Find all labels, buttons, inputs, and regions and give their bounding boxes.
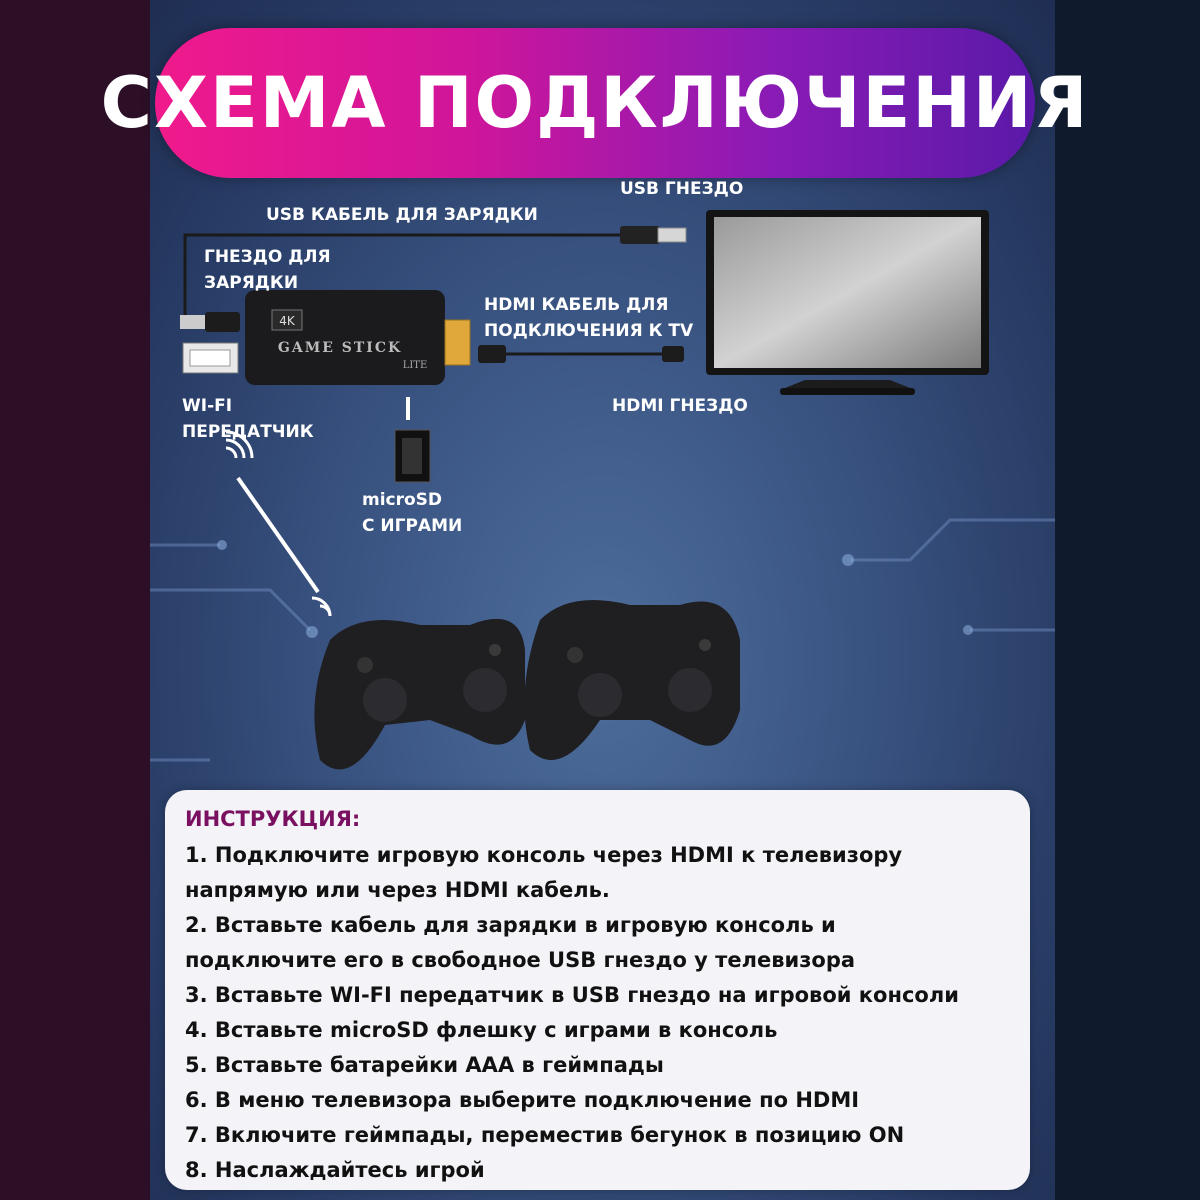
label-usb-socket: USB ГНЕЗДО xyxy=(620,179,744,199)
hdmi-cable xyxy=(478,345,684,363)
game-stick-icon xyxy=(245,290,470,385)
instructions-title: ИНСТРУКЦИЯ: xyxy=(185,807,361,831)
instruction-step: 2. Вставьте кабель для зарядки в игровую консоль и подключите его в свободное USB гнездо у телевизора xyxy=(185,913,856,972)
page-title: СХЕМА ПОДКЛЮЧЕНИЯ xyxy=(100,62,1090,144)
instruction-step: 8. Наслаждайтесь игрой xyxy=(185,1158,485,1182)
instructions-card xyxy=(165,790,1030,1190)
gamepad-right-icon xyxy=(524,600,740,760)
tv-icon xyxy=(706,210,989,395)
label-charge-socket: ГНЕЗДО ДЛЯ ЗАРЯДКИ xyxy=(204,247,331,293)
instruction-step: 7. Включите геймпады, переместив бегунок в позицию ON xyxy=(185,1123,905,1147)
microsd-card-icon xyxy=(395,430,430,482)
usb-plug-icon xyxy=(620,226,686,244)
wifi-dongle-icon xyxy=(183,343,238,373)
gamepad-left-icon xyxy=(314,619,525,770)
wifi-receive-icon xyxy=(312,598,330,616)
charge-plug-icon xyxy=(180,312,240,332)
wifi-link-line xyxy=(238,478,318,592)
instruction-step: 5. Вставьте батарейки AAA в геймпады xyxy=(185,1053,664,1077)
label-usb-cable: USB КАБЕЛЬ ДЛЯ ЗАРЯДКИ xyxy=(266,205,538,225)
instructions-list xyxy=(185,838,1010,1188)
instruction-step: 6. В меню телевизора выберите подключение по HDMI xyxy=(185,1088,860,1112)
label-microsd: microSD С ИГРАМИ xyxy=(362,490,463,536)
instruction-step: 1. Подключите игровую консоль через HDMI к телевизору напрямую или через HDMI кабель. xyxy=(185,843,903,902)
svg-text:GAME STICK: GAME STICK xyxy=(277,340,403,356)
svg-text:4K: 4K xyxy=(279,314,295,328)
instruction-step: 3. Вставьте WI-FI передатчик в USB гнездо на игровой консоли xyxy=(185,983,959,1007)
instruction-step: 4. Вставьте microSD флешку с играми в консоль xyxy=(185,1018,778,1042)
label-hdmi-cable: HDMI КАБЕЛЬ ДЛЯ ПОДКЛЮЧЕНИЯ К TV xyxy=(484,295,694,341)
label-hdmi-socket: HDMI ГНЕЗДО xyxy=(612,396,748,416)
label-wifi-transmitter: WI-FI ПЕРЕДАТЧИК xyxy=(182,396,314,442)
svg-text:LITE: LITE xyxy=(402,360,428,371)
